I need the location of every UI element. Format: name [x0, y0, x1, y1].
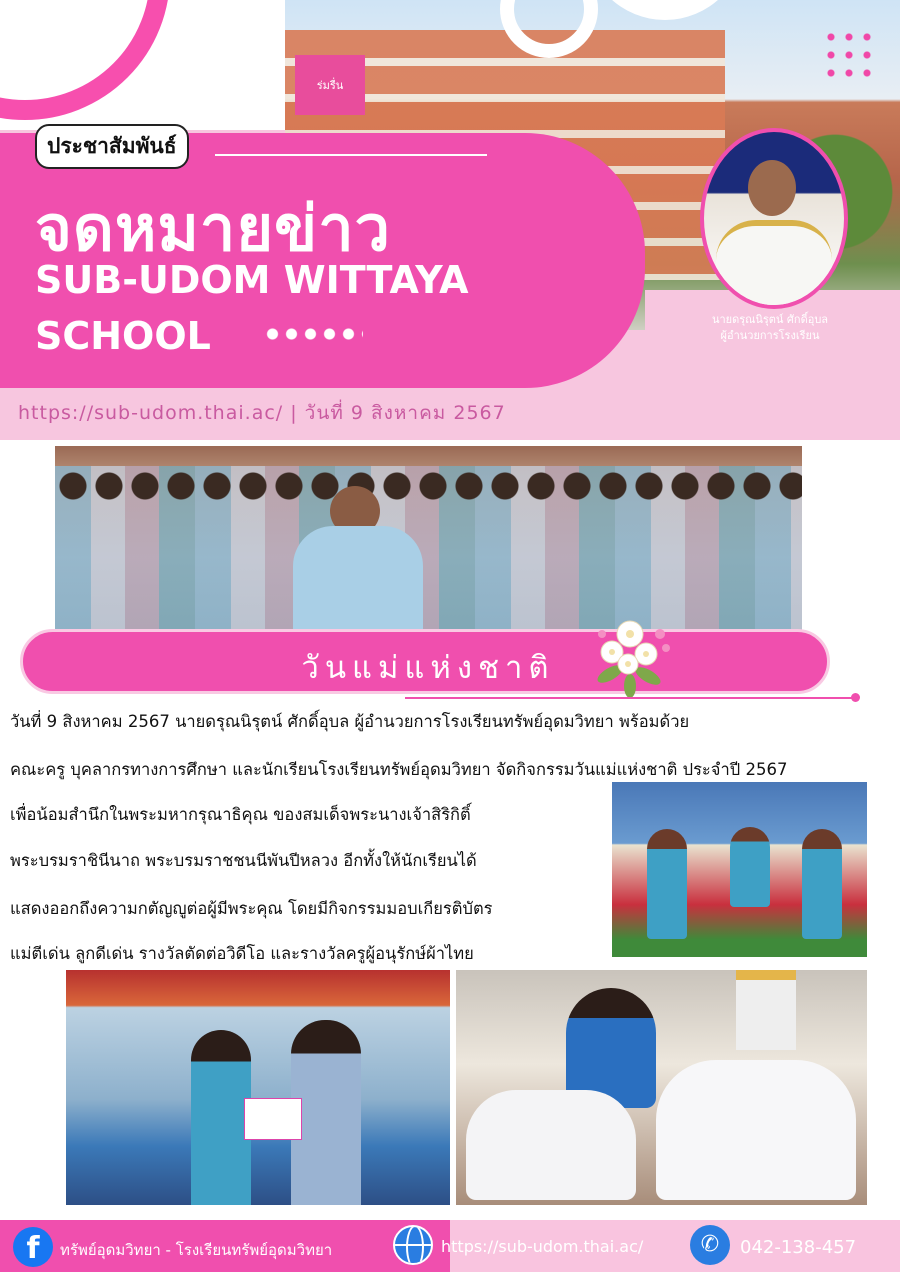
facebook-page-link[interactable]: ทรัพย์อุดมวิทยา - โรงเรียนทรัพย์อุดมวิทยา: [60, 1241, 333, 1259]
decorative-dots-row: [263, 327, 363, 341]
facebook-icon[interactable]: f: [13, 1227, 53, 1267]
section-divider: [405, 697, 855, 699]
globe-icon[interactable]: [393, 1225, 433, 1265]
school-sign: ร่มรื่น: [295, 55, 365, 115]
speaker-image: [293, 526, 423, 631]
body-line-2: คณะครู บุคลากรทางการศึกษา และนักเรียนโรงเรียนทรัพย์อุดมวิทยา จัดกิจกรรมวันแม่แห่งชาติ ประจำปี 2567: [10, 760, 788, 779]
kneeling-student: [656, 1060, 856, 1200]
newsletter-title: จดหมายข่าว: [35, 192, 391, 265]
award-ceremony-photo: [66, 970, 450, 1205]
event-title: วันแม่แห่งชาติ: [301, 650, 555, 686]
website-link[interactable]: https://sub-udom.thai.ac/: [441, 1237, 644, 1256]
url-date-line: https://sub-udom.thai.ac/ | วันที่ 9 สิงหาคม 2567: [18, 402, 506, 424]
certificate: [244, 1098, 302, 1140]
dance-performance-photo: [612, 782, 867, 957]
director-title: ผู้อำนวยการโรงเรียน: [720, 329, 820, 342]
school-name-line1: SUB-UDOM WITTAYA: [35, 258, 469, 302]
jasmine-flower-icon: [582, 604, 678, 700]
students-paying-respect-photo: [456, 970, 867, 1205]
divider-dot: [851, 693, 860, 702]
badge-underline: [215, 154, 487, 156]
category-badge: ประชาสัมพันธ์: [35, 124, 189, 169]
school-name-line2: SCHOOL: [35, 314, 211, 358]
director-portrait: [700, 128, 848, 309]
phone-icon[interactable]: ✆: [690, 1225, 730, 1265]
dancer-figure: [802, 829, 842, 939]
body-line-5: แสดงออกถึงความกตัญญูต่อผู้มีพระคุณ โดยมีกิจกรรมมอบเกียรติบัตร: [10, 899, 493, 918]
dancer-figure: [647, 829, 687, 939]
portrait-face: [748, 160, 796, 216]
body-line-3: เพื่อน้อมสำนึกในพระมหากรุณาธิคุณ ของสมเด็จพระนางเจ้าสิริกิติ์: [10, 805, 471, 824]
decorative-dots: [822, 28, 874, 80]
body-line-4: พระบรมราชินีนาถ พระบรมราชชนนีพันปีหลวง อีกทั้งให้นักเรียนได้: [10, 851, 477, 870]
dancer-figure: [730, 827, 770, 907]
body-line-6: แม่ตีเด่น ลูกดีเด่น รางวัลตัดต่อวิดีโอ และรางวัลครูผู้อนุรักษ์ผ้าไทย: [10, 944, 474, 963]
phone-number[interactable]: 042-138-457: [740, 1237, 857, 1258]
body-line-1: วันที่ 9 สิงหาคม 2567 นายดรุณนิรุตน์ ศักดิ์อุบล ผู้อำนวยการโรงเรียนทรัพย์อุดมวิทยา พร้อมด้วย: [10, 712, 690, 731]
director-caption: [690, 312, 850, 344]
crowd-heads: [55, 466, 802, 506]
chair: [736, 970, 796, 1050]
event-title-bar: [20, 629, 830, 694]
director-name: นายดรุณนิรุตน์ ศักดิ์อุบล: [711, 313, 829, 326]
award-recipient: [191, 1030, 251, 1205]
kneeling-student: [466, 1090, 636, 1200]
portrait-uniform: [716, 220, 832, 309]
ceremony-photo: [55, 446, 802, 631]
